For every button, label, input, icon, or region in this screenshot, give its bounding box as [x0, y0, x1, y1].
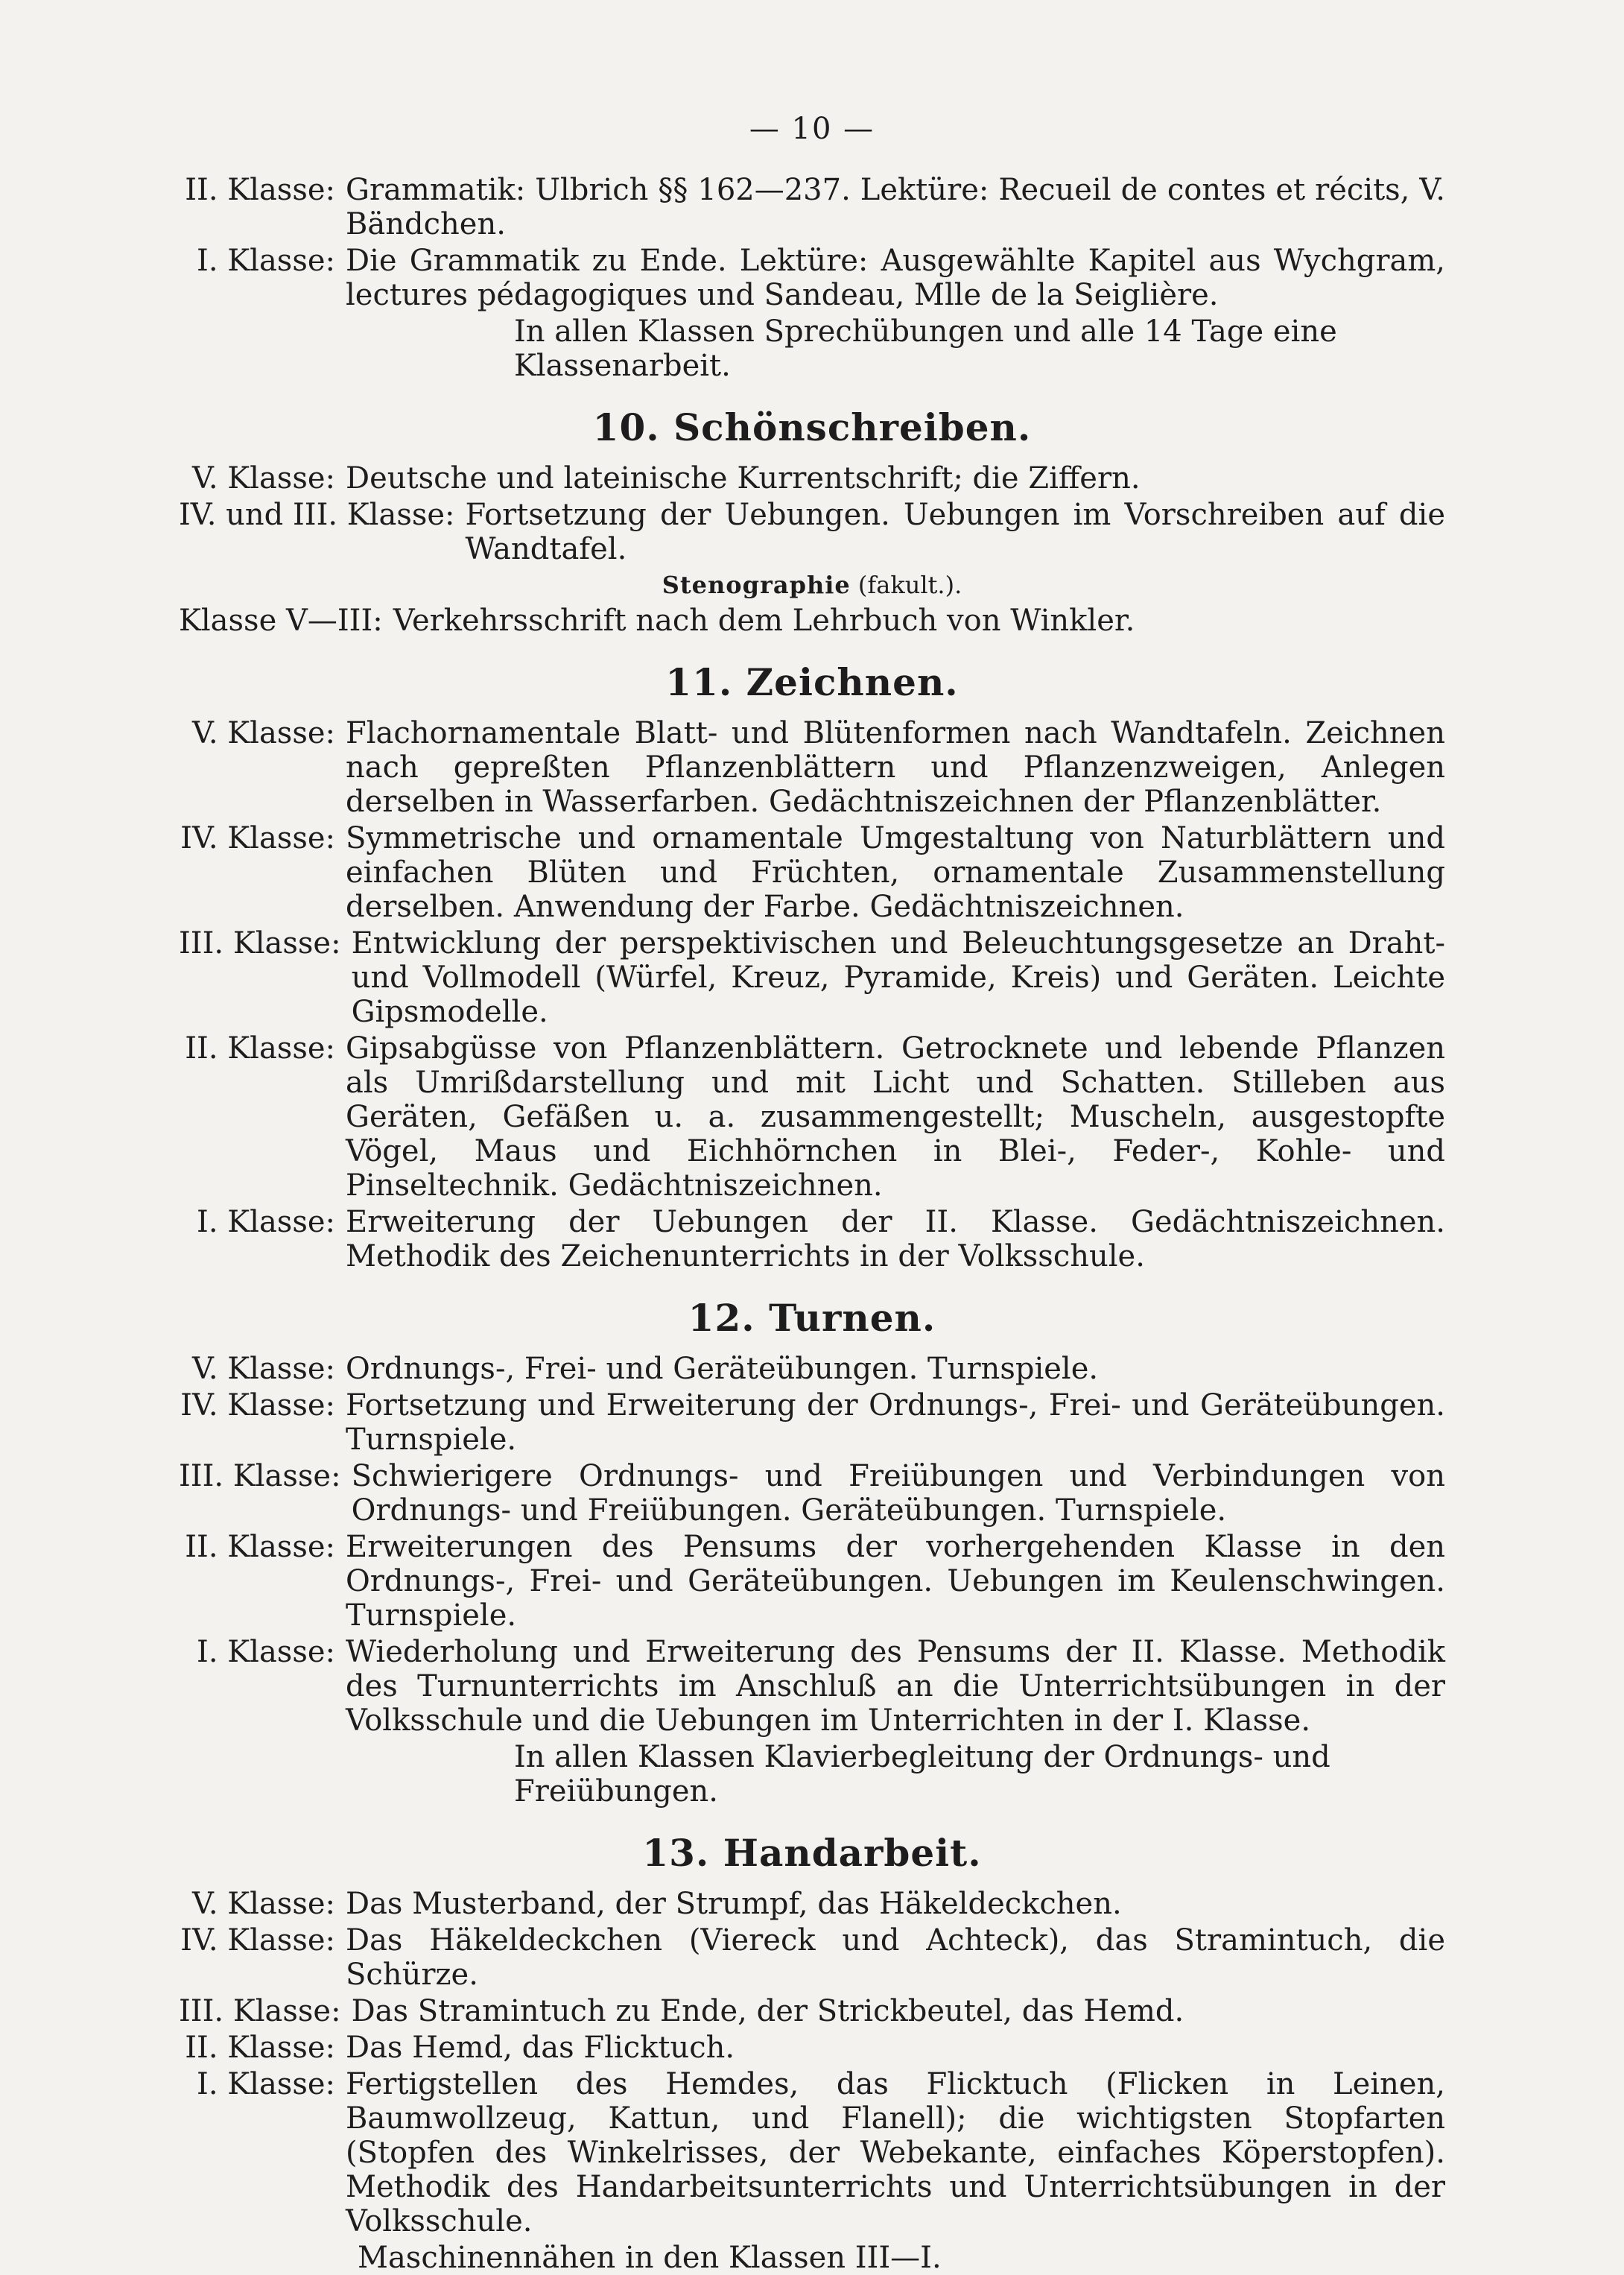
class-text: Das Musterband, der Strumpf, das Häkeldeckchen.	[346, 1887, 1122, 1921]
entry-handarbeit-i	[179, 2067, 1445, 2238]
class-label: IV. Klasse:	[180, 1923, 335, 1958]
class-label: III. Klasse:	[179, 1994, 341, 2028]
note-sprechuebungen: In allen Klassen Sprechübungen und alle 14 Tage eine Klassenarbeit.	[514, 314, 1337, 383]
class-text: Erweiterung der Uebungen der II. Klasse. Gedächtniszeichnen. Methodik des Zeichenunterrichts in der Volksschule.	[346, 1205, 1445, 1273]
entry-zeichnen-ii	[179, 1031, 1445, 1203]
class-label: I. Klasse:	[197, 2067, 335, 2101]
class-text: Fertigstellen des Hemdes, das Flicktuch (Flicken in Leinen, Baumwollzeug, Kattun, und Flanell); die wichtigsten Stopfarten (Stopfen des Winkelrisses, der Webekante, einfaches Köperstopfen). Methodik des Handarbeitsunterrichts und Unterrichtsübungen in der Volksschule.	[346, 2067, 1445, 2238]
class-text: Symmetrische und ornamentale Umgestaltung von Naturblättern und einfachen Blüten und Früchten, ornamentale Zusammenstellung derselben. Anwendung der Farbe. Gedächtniszeichnen.	[346, 821, 1445, 924]
entry-klasse-i-french	[179, 244, 1445, 312]
class-text: Fortsetzung der Uebungen. Uebungen im Vorschreiben auf die Wandtafel.	[465, 498, 1445, 566]
class-text: Das Hemd, das Flicktuch.	[346, 2031, 735, 2065]
entry-schoenschreiben-iv-iii	[179, 498, 1445, 566]
class-label: IV. Klasse:	[180, 1388, 335, 1423]
section-title-schoenschreiben: 10. Schönschreiben.	[592, 405, 1032, 449]
class-label: IV. Klasse:	[180, 821, 335, 855]
class-text: Wiederholung und Erweiterung des Pensums der II. Klasse. Methodik des Turnunterrichts im Anschluß an die Unterrichtsübungen in der Volksschule und die Uebungen im Unterrichten in der I. Klasse.	[346, 1635, 1445, 1738]
entry-zeichnen-iii	[179, 926, 1445, 1029]
class-text: Das Häkeldeckchen (Viereck und Achteck), das Stramintuch, die Schürze.	[346, 1923, 1445, 1992]
class-text: Gipsabgüsse von Pflanzenblättern. Getrocknete und lebende Pflanzen als Umrißdarstellung und mit Licht und Schatten. Stilleben aus Geräten, Gefäßen u. a. zusammengestellt; Muscheln, ausgestopfte Vögel, Maus und Eichhörnchen in Blei-, Feder-, Kohle- und Pinseltechnik. Gedächtniszeichnen.	[346, 1031, 1445, 1203]
entry-handarbeit-iii	[179, 1994, 1445, 2028]
class-text: Ordnungs-, Frei- und Geräteübungen. Turnspiele.	[346, 1352, 1099, 1386]
class-label: II. Klasse:	[185, 173, 335, 207]
class-label: IV. und III. Klasse:	[179, 498, 455, 532]
class-label: V. Klasse:	[191, 1887, 335, 1921]
class-label: V. Klasse:	[191, 461, 335, 496]
subtitle-stenographie	[179, 571, 1445, 599]
class-label: I. Klasse:	[197, 244, 335, 278]
class-text: Entwicklung der perspektivischen und Beleuchtungsgesetze an Draht- und Vollmodell (Würfel, Kreuz, Pyramide, Kreis) und Geräten. Leichte Gipsmodelle.	[351, 926, 1445, 1029]
class-label: I. Klasse:	[197, 1205, 335, 1239]
class-label: II. Klasse:	[185, 1530, 335, 1564]
class-label: Klasse V—III:	[179, 604, 383, 638]
class-label: II. Klasse:	[185, 1031, 335, 1066]
class-label: II. Klasse:	[185, 2031, 335, 2065]
class-text: Fortsetzung und Erweiterung der Ordnungs-, Frei- und Geräteübungen. Turnspiele.	[346, 1388, 1445, 1457]
entry-handarbeit-ii	[179, 2031, 1445, 2065]
class-text: Grammatik: Ulbrich §§ 162—237. Lektüre: Recueil de contes et récits, V. Bändchen.	[346, 173, 1445, 241]
note-maschinennaehen: Maschinennähen in den Klassen III—I.	[358, 2241, 942, 2275]
entry-zeichnen-v	[179, 716, 1445, 819]
class-text: Schwierigere Ordnungs- und Freiübungen und Verbindungen von Ordnungs- und Freiübungen. Geräteübungen. Turnspiele.	[351, 1459, 1445, 1528]
subtitle-note: (fakult.).	[857, 571, 962, 599]
entry-stenographie	[179, 604, 1445, 638]
entry-klasse-ii-french	[179, 173, 1445, 241]
entry-turnen-iii	[179, 1459, 1445, 1528]
note-klavierbegleitung: In allen Klassen Klavierbegleitung der Ordnungs- und Freiübungen.	[514, 1740, 1330, 1809]
class-label: V. Klasse:	[191, 716, 335, 750]
page-number: — 10 —	[749, 112, 875, 146]
entry-zeichnen-i	[179, 1205, 1445, 1273]
class-text: Verkehrsschrift nach dem Lehrbuch von Winkler.	[393, 604, 1135, 638]
section-title-turnen: 12. Turnen.	[688, 1296, 936, 1340]
entry-turnen-ii	[179, 1530, 1445, 1633]
section-title-handarbeit: 13. Handarbeit.	[642, 1831, 982, 1875]
subtitle-heading: Stenographie	[662, 571, 851, 599]
entry-schoenschreiben-v	[179, 461, 1445, 496]
entry-turnen-v	[179, 1352, 1445, 1386]
entry-turnen-iv	[179, 1388, 1445, 1457]
section-title-zeichnen: 11. Zeichnen.	[665, 660, 959, 704]
class-label: I. Klasse:	[197, 1635, 335, 1669]
class-text: Die Grammatik zu Ende. Lektüre: Ausgewählte Kapitel aus Wychgram, lectures pédagogiques und Sandeau, Mlle de la Seiglière.	[346, 244, 1445, 312]
class-text: Das Stramintuch zu Ende, der Strickbeutel, das Hemd.	[351, 1994, 1184, 2028]
entry-turnen-i	[179, 1635, 1445, 1738]
entry-handarbeit-v	[179, 1887, 1445, 1921]
entry-handarbeit-iv	[179, 1923, 1445, 1992]
class-label: III. Klasse:	[179, 926, 341, 961]
class-label: III. Klasse:	[179, 1459, 341, 1493]
class-text: Flachornamentale Blatt- und Blütenformen nach Wandtafeln. Zeichnen nach gepreßten Pflanzenblättern und Pflanzenzweigen, Anlegen derselben in Wasserfarben. Gedächtniszeichnen der Pflanzenblätter.	[346, 716, 1445, 819]
class-label: V. Klasse:	[191, 1352, 335, 1386]
class-text: Deutsche und lateinische Kurrentschrift; die Ziffern.	[346, 461, 1141, 496]
class-text: Erweiterungen des Pensums der vorhergehenden Klasse in den Ordnungs-, Frei- und Geräteübungen. Uebungen im Keulenschwingen. Turnspiele.	[346, 1530, 1445, 1633]
entry-zeichnen-iv	[179, 821, 1445, 924]
